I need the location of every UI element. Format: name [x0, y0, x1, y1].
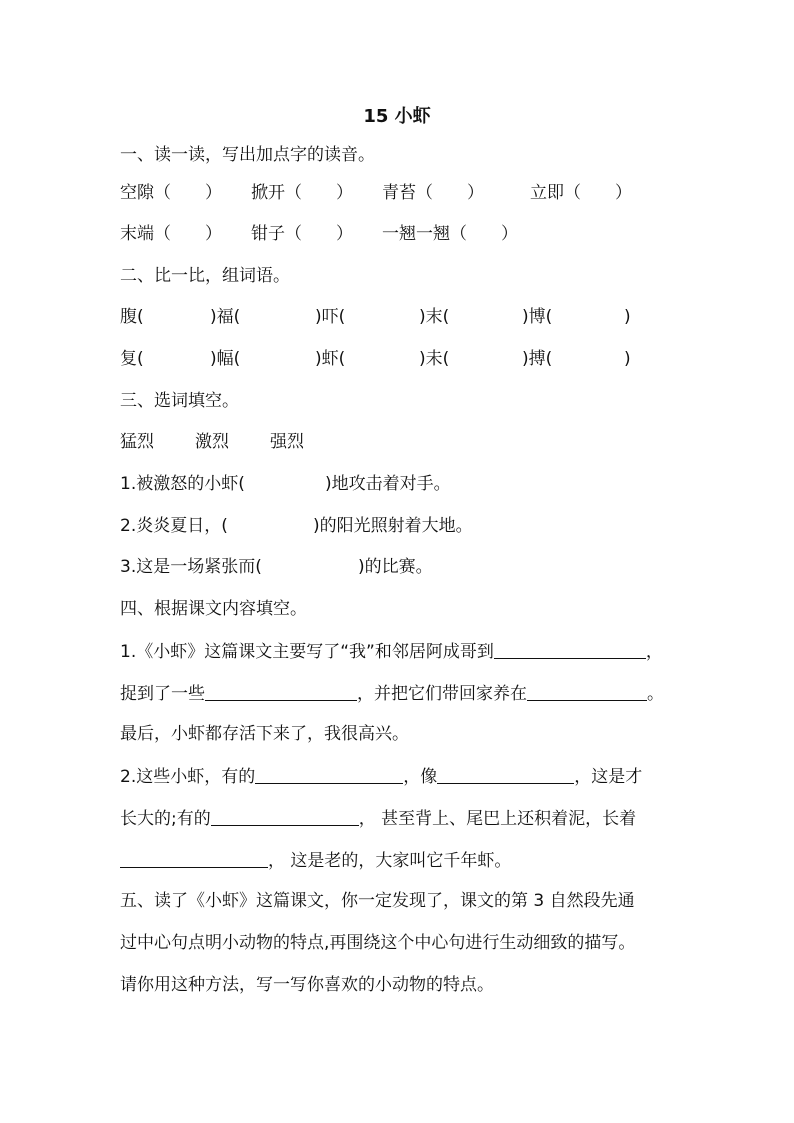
question-text: )地攻击着对手。 — [325, 474, 451, 494]
blank — [255, 765, 403, 784]
text-line: 请你用这种方法，写一写你喜欢的小动物的特点。 — [120, 975, 494, 995]
text-line: 过中心句点明小动物的特点,再围绕这个中心句进行生动细致的描写。 — [120, 933, 636, 953]
text-line: 五、读了《小虾》这篇课文，你一定发现了，课文的第 3 自然段先通 — [120, 891, 635, 911]
compare-item: 复( — [120, 349, 144, 369]
text-line — [120, 765, 642, 788]
question-text: 3.这是一场紧张而( — [120, 557, 262, 577]
pinyin-item: 末端（ ） — [120, 224, 222, 244]
compare-item: )未( — [419, 349, 450, 369]
text: ，像 — [403, 767, 438, 787]
text: ， 这是老的，大家叫它千年虾。 — [268, 851, 512, 871]
text: ，并把它们带回家养在 — [357, 684, 527, 704]
section4-heading: 四、根据课文内容填空。 — [120, 599, 307, 619]
question-text: )的阳光照射着大地。 — [313, 516, 473, 536]
text: ， — [645, 642, 663, 662]
section2-heading: 二、比一比，组词语。 — [120, 266, 290, 286]
compare-item: ) — [624, 307, 631, 327]
text: 捉到了一些 — [120, 684, 205, 704]
text: 。 — [647, 684, 664, 704]
compare-item: )福( — [210, 307, 241, 327]
text-line — [120, 640, 663, 663]
blank — [205, 682, 357, 701]
question-text: 1.被激怒的小虾( — [120, 474, 245, 494]
page-title: 15 小虾 — [363, 106, 431, 127]
compare-item: )吓( — [315, 307, 346, 327]
compare-item: )虾( — [315, 349, 346, 369]
section1-heading: 一、读一读，写出加点字的读音。 — [120, 145, 375, 165]
text: ，这是才 — [574, 767, 643, 787]
word-option: 强烈 — [270, 432, 304, 452]
blank — [437, 765, 574, 784]
text-line: 最后，小虾都存活下来了，我很高兴。 — [120, 724, 409, 744]
compare-item: )搏( — [522, 349, 553, 369]
compare-item: ) — [624, 349, 631, 369]
question-text: )的比赛。 — [358, 557, 433, 577]
compare-item: )末( — [419, 307, 450, 327]
compare-item: 腹( — [120, 307, 144, 327]
compare-item: )幅( — [210, 349, 241, 369]
text-line — [120, 849, 511, 872]
pinyin-item: 立即（ ） — [530, 183, 632, 203]
text: ， 甚至背上、尾巴上还积着泥，长着 — [358, 809, 637, 829]
text: 2.这些小虾，有的 — [120, 767, 256, 787]
blank — [494, 640, 646, 659]
pinyin-item: 一翘一翘（ ） — [382, 224, 518, 244]
blank — [120, 849, 268, 868]
section3-heading: 三、选词填空。 — [120, 391, 239, 411]
pinyin-item: 空隙（ ） — [120, 183, 222, 203]
word-option: 激烈 — [195, 432, 229, 452]
word-option: 猛烈 — [120, 432, 154, 452]
pinyin-item: 掀开（ ） — [251, 183, 353, 203]
blank — [527, 682, 647, 701]
question-text: 2.炎炎夏日，( — [120, 516, 228, 536]
compare-item: )博( — [522, 307, 553, 327]
blank — [211, 807, 359, 826]
text-line — [120, 807, 636, 830]
text-line — [120, 682, 664, 705]
pinyin-item: 青苔（ ） — [382, 183, 484, 203]
text: 长大的;有的 — [120, 809, 211, 829]
pinyin-item: 钳子（ ） — [251, 224, 353, 244]
text: 1.《小虾》这篇课文主要写了“我”和邻居阿成哥到 — [120, 642, 494, 662]
